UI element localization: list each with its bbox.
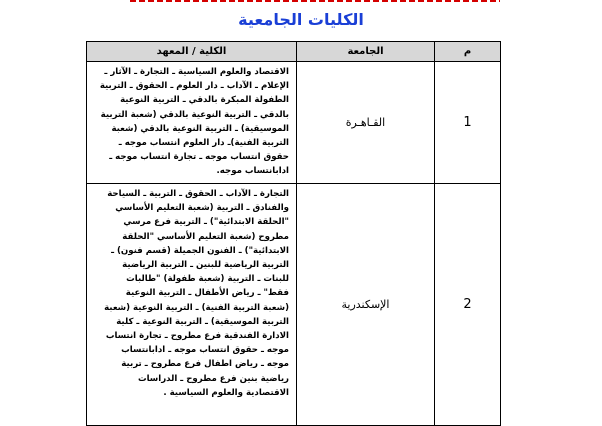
row-university: الإسكندرية — [297, 184, 435, 426]
top-decorative-line — [0, 0, 602, 4]
faculties-table — [86, 41, 501, 426]
row-university: القـاهـرة — [297, 62, 435, 184]
table-row — [87, 184, 501, 426]
row-number: 2 — [435, 184, 501, 426]
table-row — [87, 62, 501, 184]
table-header-row — [87, 42, 501, 62]
header-university: الجامعة — [297, 42, 435, 62]
header-faculty: الكلية / المعهد — [87, 42, 297, 62]
page-title: الكليات الجامعية — [238, 10, 364, 29]
header-number: م — [435, 42, 501, 62]
row-faculties: الاقتصاد والعلوم السياسية ـ التجارة ـ الآثار ـ الإعلام ـ الآداب ـ دار العلوم ـ الحقوق ـ التربية الطفولة المبكرة بالدقي ـ التربية النوعية بالدقي ـ التربية النوعية بالدقي (شعبة التربية الموسيقية) ـ التربية النوعية بالدقي (شعبة التربية الفنية)ـ دار العلوم انتساب موجه ـ حقوق انتساب موجه ـ تجارة انتساب موجه ـ ادابانتساب موجه. — [87, 62, 297, 184]
row-number: 1 — [435, 62, 501, 184]
row-faculties: التجارة ـ الآداب ـ الحقوق ـ التربية ـ السياحة والفنادق ـ التربية (شعبة التعليم الأساسي "الحلقة الابتدائية") ـ التربية فرع مرسي مطروح (شعبة التعليم الأساسي "الحلقة الابتدائية") ـ الفنون الجميلة (قسم فنون) ـ التربية الرياضية للبنين ـ التربية الرياضية للبنات ـ التربية (شعبة طفولة) "طالبات فقط" ـ رياض الأطفال ـ التربية النوعية (شعبة التربية الفنية) ـ التربية النوعية (شعبة التربية الموسيقية) ـ التربية النوعية ـ كلية الادارة الفندقية فرع مطروح ـ تجارة انتساب موجه ـ حقوق انتساب موجه ـ ادابانتساب موجه ـ رياض اطفال فرع مطروح ـ تربية رياضية بنين فرع مطروح ـ الدراسات الاقتصادية والعلوم السياسية . — [87, 184, 297, 426]
